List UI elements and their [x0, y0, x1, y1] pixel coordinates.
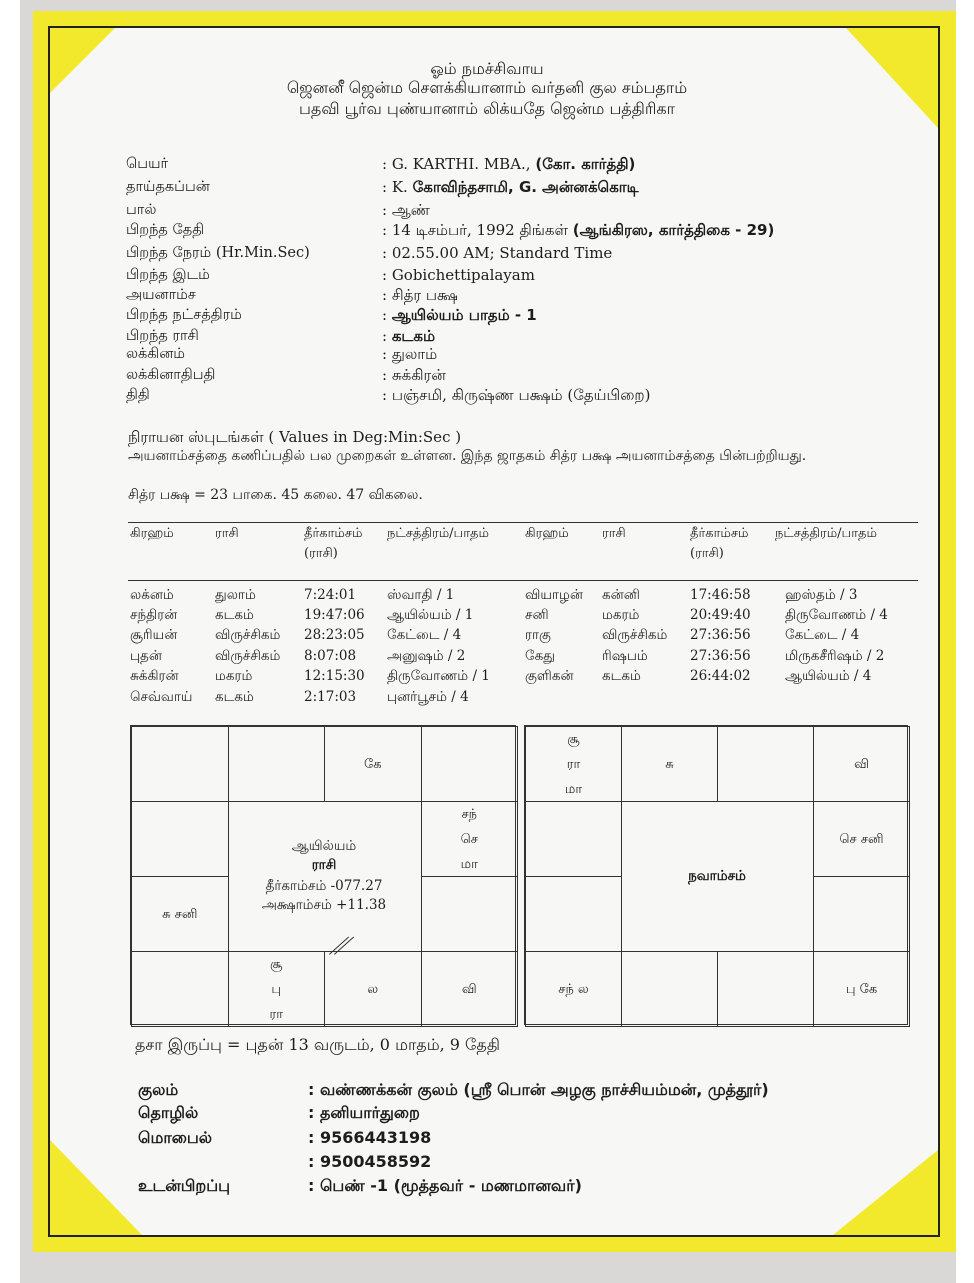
rasi-chart: [130, 725, 516, 1025]
chart-center-line: ராசி: [311, 857, 337, 873]
chart-center: [621, 801, 813, 951]
detail-label: திதி: [126, 387, 150, 403]
corner-ornament-bottom-left: [50, 1140, 142, 1235]
table-cell: 27:36:56: [690, 648, 751, 664]
detail-label: அயனாம்ச: [126, 287, 196, 303]
table-cell: ஆயில்யம் / 4: [785, 668, 872, 684]
detail-value: [382, 265, 535, 285]
chart-house: [421, 726, 519, 802]
table-cell: கேது: [525, 648, 555, 664]
detail-value-text: : 14 டிசம்பர், 1992 திங்கள்: [382, 221, 573, 239]
table-cell: சுக்கிரன்: [130, 668, 179, 684]
detail-value-text: : G. KARTHI. MBA.,: [382, 155, 536, 173]
detail-value: [382, 220, 774, 240]
chart-house: சு சனி: [131, 876, 229, 952]
detail-value: [382, 365, 446, 385]
family-value: : வண்ணக்கன் குலம் (ஸ்ரீ பொன் அழகு நாச்சியம்மன், முத்தூர்): [308, 1080, 769, 1099]
detail-label: பிறந்த இடம்: [126, 267, 210, 283]
family-value: : பெண் -1 (மூத்தவர் - மணமானவர்): [308, 1176, 582, 1195]
table-header-cell: கிரஹம்: [130, 526, 174, 541]
detail-label: பால்: [126, 202, 157, 218]
header-verse-1: ஜெனனீ ஜென்ம சௌக்கியானாம் வர்தனி குல சம்பதாம்: [286, 78, 688, 97]
chart-house: [813, 876, 910, 952]
table-header-rule: [128, 580, 918, 581]
chart-house: பு கே: [813, 951, 910, 1027]
table-cell: 17:46:58: [690, 587, 751, 603]
detail-label: பிறந்த நேரம் (Hr.Min.Sec): [126, 245, 310, 261]
table-cell: மிருகசீரிஷம் / 2: [785, 648, 885, 664]
detail-value-text: : சித்ர பக்ஷ: [382, 286, 458, 304]
table-cell: 7:24:01: [304, 587, 357, 603]
detail-value-bold: கோவிந்தசாமி, G. அன்னக்கொடி: [412, 178, 639, 196]
chart-house: சு: [621, 726, 718, 802]
family-label: மொபைல்: [138, 1128, 213, 1147]
table-cell: கேட்டை / 4: [785, 627, 860, 643]
table-cell: 12:15:30: [304, 668, 365, 684]
family-value: : 9566443198: [308, 1128, 432, 1147]
table-cell: 2:17:03: [304, 689, 357, 705]
chart-center-label: நவாம்சம்: [688, 867, 746, 884]
table-cell: மகரம்: [215, 668, 253, 684]
chart-house: சந் செ மா: [421, 801, 519, 877]
chart-house: சூ ரா மா: [525, 726, 622, 802]
chart-house: சூ பு ரா: [228, 951, 326, 1027]
detail-value-text: : Gobichettipalayam: [382, 266, 535, 284]
table-cell: 27:36:56: [690, 627, 751, 643]
chart-center-line: ஆயில்யம்: [291, 838, 357, 854]
table-cell: சந்திரன்: [130, 607, 178, 623]
family-value: : தனியார்துறை: [308, 1103, 420, 1122]
chart-house: வி: [813, 726, 910, 802]
table-header-cell: நட்சத்திரம்/பாதம்: [387, 526, 489, 541]
sputa-heading: நிராயன ஸ்புடங்கள் ( Values in Deg:Min:Sec ): [128, 428, 462, 446]
detail-value-text: :: [382, 306, 392, 324]
detail-value-bold: (ஆங்கிரஸ, கார்த்திகை - 29): [572, 221, 775, 239]
detail-label: பிறந்த ராசி: [126, 328, 199, 344]
chart-house: [717, 951, 814, 1027]
chart-center-line: தீர்காம்சம் -077.27: [265, 878, 383, 894]
table-cell: புதன்: [130, 648, 162, 664]
family-label: குலம்: [138, 1080, 179, 1099]
detail-label: பிறந்த தேதி: [126, 222, 205, 238]
chart-house: [525, 876, 622, 952]
detail-value-text: : சுக்கிரன்: [382, 366, 446, 384]
detail-value-text: : துலாம்: [382, 345, 438, 363]
table-header-cell: தீர்காம்சம் (ராசி): [304, 526, 363, 561]
detail-value: [382, 344, 437, 364]
detail-label: லக்கினம்: [126, 346, 185, 362]
detail-value: [382, 154, 635, 174]
chart-house: [131, 801, 229, 877]
table-cell: 28:23:05: [304, 627, 365, 643]
chart-house: [525, 801, 622, 877]
family-value: : 9500458592: [308, 1152, 432, 1171]
chart-center-line: அக்ஷாம்சம் +11.38: [261, 897, 387, 913]
table-cell: துலாம்: [215, 587, 256, 603]
detail-value: [382, 243, 612, 263]
chart-house: [131, 951, 229, 1027]
detail-value: [382, 285, 458, 305]
detail-value: [382, 177, 639, 197]
detail-value-bold: (கோ. கார்த்தி): [535, 155, 636, 173]
detail-value-text: :: [382, 327, 392, 345]
detail-value: [382, 326, 435, 346]
chart-center: [228, 801, 421, 951]
family-label: தொழில்: [138, 1103, 199, 1122]
detail-label: லக்கினாதிபதி: [126, 367, 216, 383]
chart-house: ல: [324, 951, 422, 1027]
table-cell: கடகம்: [215, 689, 254, 705]
table-cell: ஹஸ்தம் / 3: [785, 587, 858, 603]
chart-house: [621, 951, 718, 1027]
table-cell: லக்னம்: [130, 587, 174, 603]
family-label: உடன்பிறப்பு: [138, 1176, 231, 1195]
detail-value: [382, 200, 430, 220]
detail-value-text: : பஞ்சமி, கிருஷ்ண பக்ஷம் (தேய்பிறை): [382, 386, 651, 404]
chart-house: [717, 726, 814, 802]
chart-house: செ சனி: [813, 801, 910, 877]
table-cell: ஆயில்யம் / 1: [387, 607, 474, 623]
detail-value: [382, 305, 537, 325]
chart-house: வி: [421, 951, 519, 1027]
header-verse-2: பதவி பூர்வ புண்யானாம் லிக்யதே ஜென்ம பத்திரிகா: [298, 99, 676, 118]
table-cell: ராகு: [525, 627, 551, 643]
detail-label: தாய்தகப்பன்: [126, 179, 210, 195]
table-header-cell: கிரஹம்: [525, 526, 569, 541]
table-cell: அனுஷம் / 2: [387, 648, 466, 664]
table-cell: விருச்சிகம்: [215, 648, 281, 664]
sputa-paragraph: அயனாம்சத்தை கணிப்பதில் பல முறைகள் உள்ளன. இந்த ஜாதகம் சித்ர பக்ஷ அயனாம்சத்தை பின்பற்றியது.: [128, 448, 807, 464]
table-cell: கடகம்: [602, 668, 641, 684]
table-cell: கேட்டை / 4: [387, 627, 462, 643]
navamsa-chart: [524, 725, 908, 1025]
table-cell: திருவோணம் / 1: [387, 668, 490, 684]
detail-value-text: : K.: [382, 178, 413, 196]
table-cell: 20:49:40: [690, 607, 751, 623]
table-cell: வியாழன்: [525, 587, 583, 603]
table-cell: 26:44:02: [690, 668, 751, 684]
table-cell: விருச்சிகம்: [215, 627, 281, 643]
detail-value-text: : 02.55.00 AM; Standard Time: [382, 244, 613, 262]
table-cell: கடகம்: [215, 607, 254, 623]
chart-house: சந் ல: [525, 951, 622, 1027]
table-cell: விருச்சிகம்: [602, 627, 668, 643]
detail-value-text: : ஆண்: [382, 201, 430, 219]
detail-value-bold: கடகம்: [391, 327, 436, 345]
corner-ornament-bottom-right: [833, 1150, 938, 1235]
chart-house: கே: [324, 726, 422, 802]
detail-label: பெயர்: [126, 156, 169, 172]
table-cell: ஸ்வாதி / 1: [387, 587, 455, 603]
detail-value-bold: ஆயில்யம் பாதம் - 1: [391, 306, 537, 324]
table-cell: சூரியன்: [130, 627, 178, 643]
detail-label: பிறந்த நட்சத்திரம்: [126, 307, 242, 323]
table-cell: மகரம்: [602, 607, 640, 623]
table-top-rule: [128, 522, 918, 523]
chart-house: [228, 726, 326, 802]
table-cell: ரிஷபம்: [602, 648, 648, 664]
table-header-cell: நட்சத்திரம்/பாதம்: [775, 526, 877, 541]
table-cell: கன்னி: [602, 587, 640, 603]
table-cell: திருவோணம் / 4: [785, 607, 888, 623]
sputa-formula: சித்ர பக்ஷ = 23 பாகை. 45 கலை. 47 விகலை.: [128, 487, 423, 503]
table-cell: 8:07:08: [304, 648, 357, 664]
dasa-balance: தசா இருப்பு = புதன் 13 வருடம், 0 மாதம், 9 தேதி: [135, 1035, 500, 1054]
table-cell: 19:47:06: [304, 607, 365, 623]
table-cell: சனி: [525, 607, 549, 623]
table-cell: செவ்வாய்: [130, 689, 193, 705]
table-header-cell: ராசி: [215, 526, 239, 541]
table-cell: குளிகன்: [525, 668, 574, 684]
chart-house: [131, 726, 229, 802]
chart-house: [421, 876, 519, 952]
table-cell: புனர்பூசம் / 4: [387, 689, 469, 705]
detail-value: [382, 385, 650, 405]
table-header-cell: தீர்காம்சம் (ராசி): [690, 526, 749, 561]
table-header-cell: ராசி: [602, 526, 626, 541]
header-invocation: ஓம் நமச்சிவாய: [430, 59, 544, 78]
